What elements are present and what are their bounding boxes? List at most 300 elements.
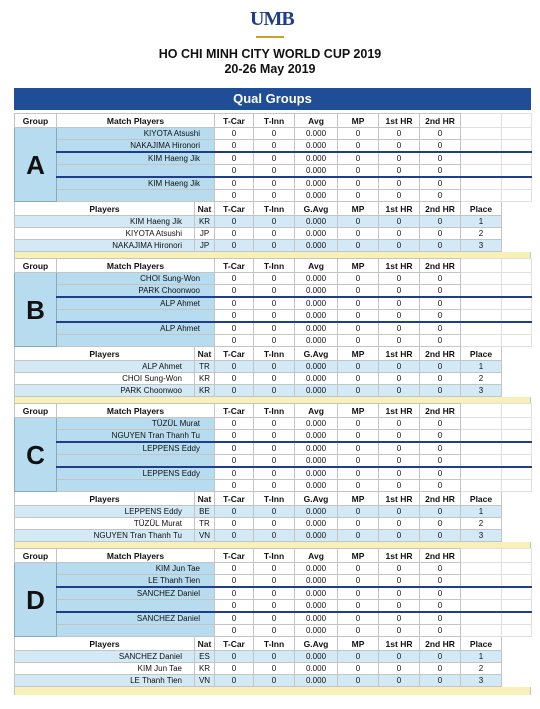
col-header-tcar: T-Car <box>215 492 254 506</box>
tcar-value: 0 <box>215 310 254 323</box>
qual-groups-banner: Qual Groups <box>14 88 531 110</box>
match-player-name: NGUYEN Tran Thanh Tu <box>57 430 215 443</box>
tcar-value: 0 <box>215 165 254 178</box>
match-row <box>15 575 532 588</box>
match-player-name: NAKAJIMA Hironori <box>57 140 215 153</box>
mp-value: 0 <box>338 651 379 663</box>
standings-row <box>15 651 532 663</box>
match-player-name: KIM Jun Tae <box>57 563 215 575</box>
col-header-mp: MP <box>338 202 379 216</box>
blank-cell <box>502 297 532 310</box>
blank-cell <box>461 404 502 418</box>
1st-hr-value: 0 <box>379 455 420 468</box>
tinn-value: 0 <box>254 322 295 335</box>
1st-hr-value: 0 <box>379 467 420 480</box>
col-header-1st-hr: 1st HR <box>379 114 420 128</box>
nationality: KR <box>195 373 215 385</box>
event-dates: 20-26 May 2019 <box>224 62 316 76</box>
avg-value: 0.000 <box>295 152 338 165</box>
tinn-value: 0 <box>254 612 295 625</box>
tcar-value: 0 <box>215 651 254 663</box>
blank-cell <box>461 165 502 178</box>
blank-cell <box>461 259 502 273</box>
2nd-hr-value: 0 <box>420 612 461 625</box>
col-header-match-players: Match Players <box>57 549 215 563</box>
1st-hr-value: 0 <box>379 612 420 625</box>
col-header-1st-hr: 1st HR <box>379 549 420 563</box>
col-header-place: Place <box>461 202 502 216</box>
match-row <box>15 587 532 600</box>
mp-value: 0 <box>338 297 379 310</box>
col-header-avg: Avg <box>295 259 338 273</box>
1st-hr-value: 0 <box>379 285 420 298</box>
mp-value: 0 <box>338 442 379 455</box>
gavg-value: 0.000 <box>295 663 338 675</box>
logo-text: UMB <box>250 8 294 30</box>
2nd-hr-value: 0 <box>420 165 461 178</box>
col-header-gavg: G.Avg <box>295 202 338 216</box>
blank-cell <box>502 404 532 418</box>
col-header-avg: Avg <box>295 549 338 563</box>
tcar-value: 0 <box>215 467 254 480</box>
tinn-value: 0 <box>254 152 295 165</box>
mp-value: 0 <box>338 165 379 178</box>
col-header-nat: Nat <box>195 492 215 506</box>
match-player-name <box>57 335 215 347</box>
avg-value: 0.000 <box>295 467 338 480</box>
mp-value: 0 <box>338 625 379 637</box>
tcar-value: 0 <box>215 442 254 455</box>
tcar-value: 0 <box>215 418 254 430</box>
blank-cell <box>502 140 532 153</box>
tcar-value: 0 <box>215 430 254 443</box>
nationality: TR <box>195 361 215 373</box>
1st-hr-value: 0 <box>379 361 420 373</box>
player-name: NAKAJIMA Hironori <box>15 240 195 252</box>
mp-value: 0 <box>338 216 379 228</box>
place-value: 2 <box>461 373 502 385</box>
tinn-value: 0 <box>254 373 295 385</box>
blank-cell <box>461 190 502 202</box>
mp-value: 0 <box>338 240 379 252</box>
match-player-name: KIYOTA Atsushi <box>57 128 215 140</box>
blank-cell <box>502 285 532 298</box>
nationality: KR <box>195 663 215 675</box>
col-header-tcar: T-Car <box>215 259 254 273</box>
nationality: TR <box>195 518 215 530</box>
col-header-players: Players <box>15 637 195 651</box>
avg-value: 0.000 <box>295 563 338 575</box>
blank-cell <box>502 128 532 140</box>
col-header-tcar: T-Car <box>215 404 254 418</box>
place-value: 2 <box>461 228 502 240</box>
gavg-value: 0.000 <box>295 361 338 373</box>
1st-hr-value: 0 <box>379 442 420 455</box>
col-header-gavg: G.Avg <box>295 347 338 361</box>
tcar-value: 0 <box>215 240 254 252</box>
2nd-hr-value: 0 <box>420 587 461 600</box>
nationality: KR <box>195 216 215 228</box>
tinn-value: 0 <box>254 651 295 663</box>
col-header-group: Group <box>15 114 57 128</box>
match-player-name <box>57 480 215 492</box>
tinn-value: 0 <box>254 625 295 637</box>
match-row <box>15 128 532 140</box>
col-header-1st-hr: 1st HR <box>379 637 420 651</box>
group-letter: A <box>15 128 57 202</box>
col-header-2nd-hr: 2nd HR <box>420 637 461 651</box>
col-header-place: Place <box>461 347 502 361</box>
col-header-tinn: T-Inn <box>254 637 295 651</box>
match-player-name: ALP Ahmet <box>57 297 215 310</box>
blank-cell <box>502 310 532 323</box>
event-title: HO CHI MINH CITY WORLD CUP 2019 <box>158 47 382 61</box>
col-header-2nd-hr: 2nd HR <box>420 114 461 128</box>
blank-cell <box>502 625 532 637</box>
avg-value: 0.000 <box>295 587 338 600</box>
avg-value: 0.000 <box>295 418 338 430</box>
tinn-value: 0 <box>254 442 295 455</box>
match-player-name <box>57 310 215 323</box>
2nd-hr-value: 0 <box>420 442 461 455</box>
tcar-value: 0 <box>215 455 254 468</box>
match-player-name: PARK Choonwoo <box>57 285 215 298</box>
match-header-row <box>15 404 532 418</box>
tinn-value: 0 <box>254 128 295 140</box>
blank-cell <box>502 480 532 492</box>
2nd-hr-value: 0 <box>420 177 461 190</box>
match-row <box>15 273 532 285</box>
1st-hr-value: 0 <box>379 152 420 165</box>
blank-cell <box>461 177 502 190</box>
match-header-row <box>15 114 532 128</box>
col-header-mp: MP <box>338 549 379 563</box>
tinn-value: 0 <box>254 467 295 480</box>
2nd-hr-value: 0 <box>420 240 461 252</box>
avg-value: 0.000 <box>295 625 338 637</box>
col-header-mp: MP <box>338 259 379 273</box>
col-header-2nd-hr: 2nd HR <box>420 549 461 563</box>
blank-cell <box>502 273 532 285</box>
player-name: PARK Choonwoo <box>15 385 195 397</box>
1st-hr-value: 0 <box>379 177 420 190</box>
tcar-value: 0 <box>215 625 254 637</box>
umb-logo <box>250 8 294 40</box>
1st-hr-value: 0 <box>379 530 420 542</box>
logo-underline <box>256 36 284 38</box>
blank-cell <box>461 335 502 347</box>
2nd-hr-value: 0 <box>420 600 461 613</box>
blank-cell <box>461 587 502 600</box>
mp-value: 0 <box>338 128 379 140</box>
avg-value: 0.000 <box>295 430 338 443</box>
tcar-value: 0 <box>215 385 254 397</box>
place-value: 3 <box>461 675 502 687</box>
standings-header-row <box>15 202 532 216</box>
match-player-name: TÜZÜL Murat <box>57 418 215 430</box>
1st-hr-value: 0 <box>379 140 420 153</box>
avg-value: 0.000 <box>295 575 338 588</box>
blank-cell <box>461 467 502 480</box>
2nd-hr-value: 0 <box>420 297 461 310</box>
tinn-value: 0 <box>254 190 295 202</box>
col-header-place: Place <box>461 492 502 506</box>
group-footer-band <box>14 687 531 695</box>
tcar-value: 0 <box>215 612 254 625</box>
tcar-value: 0 <box>215 128 254 140</box>
place-value: 3 <box>461 385 502 397</box>
group-d-section <box>14 548 531 695</box>
match-player-name: LEPPENS Eddy <box>57 467 215 480</box>
match-player-name <box>57 190 215 202</box>
blank-cell <box>502 418 532 430</box>
tcar-value: 0 <box>215 506 254 518</box>
group-c-section <box>14 403 531 550</box>
standings-header-row <box>15 637 532 651</box>
tinn-value: 0 <box>254 165 295 178</box>
match-row <box>15 190 532 202</box>
blank-cell <box>461 480 502 492</box>
blank-cell <box>502 612 532 625</box>
col-header-1st-hr: 1st HR <box>379 492 420 506</box>
col-header-2nd-hr: 2nd HR <box>420 202 461 216</box>
blank-cell <box>461 600 502 613</box>
1st-hr-value: 0 <box>379 297 420 310</box>
mp-value: 0 <box>338 310 379 323</box>
col-header-group: Group <box>15 549 57 563</box>
col-header-tcar: T-Car <box>215 637 254 651</box>
match-row <box>15 455 532 468</box>
gavg-value: 0.000 <box>295 240 338 252</box>
col-header-place: Place <box>461 637 502 651</box>
blank-cell <box>461 418 502 430</box>
blank-cell <box>502 575 532 588</box>
avg-value: 0.000 <box>295 140 338 153</box>
mp-value: 0 <box>338 563 379 575</box>
2nd-hr-value: 0 <box>420 467 461 480</box>
place-value: 1 <box>461 216 502 228</box>
2nd-hr-value: 0 <box>420 128 461 140</box>
1st-hr-value: 0 <box>379 418 420 430</box>
1st-hr-value: 0 <box>379 322 420 335</box>
2nd-hr-value: 0 <box>420 335 461 347</box>
col-header-tinn: T-Inn <box>254 347 295 361</box>
match-row <box>15 310 532 323</box>
match-player-name: LEPPENS Eddy <box>57 442 215 455</box>
nationality: VN <box>195 530 215 542</box>
gavg-value: 0.000 <box>295 518 338 530</box>
match-player-name: KIM Haeng Jik <box>57 152 215 165</box>
blank-cell <box>502 563 532 575</box>
1st-hr-value: 0 <box>379 675 420 687</box>
1st-hr-value: 0 <box>379 273 420 285</box>
mp-value: 0 <box>338 322 379 335</box>
1st-hr-value: 0 <box>379 373 420 385</box>
group-a-section <box>14 113 531 260</box>
tinn-value: 0 <box>254 285 295 298</box>
player-name: KIM Jun Tae <box>15 663 195 675</box>
group-letter: D <box>15 563 57 637</box>
tcar-value: 0 <box>215 587 254 600</box>
match-row <box>15 480 532 492</box>
2nd-hr-value: 0 <box>420 625 461 637</box>
blank-cell <box>502 549 532 563</box>
mp-value: 0 <box>338 335 379 347</box>
gavg-value: 0.000 <box>295 373 338 385</box>
nationality: VN <box>195 675 215 687</box>
player-name: CHOI Sung-Won <box>15 373 195 385</box>
mp-value: 0 <box>338 587 379 600</box>
player-name: LEPPENS Eddy <box>15 506 195 518</box>
standings-row <box>15 530 532 542</box>
gavg-value: 0.000 <box>295 675 338 687</box>
blank-cell <box>502 467 532 480</box>
col-header-players: Players <box>15 202 195 216</box>
tinn-value: 0 <box>254 480 295 492</box>
avg-value: 0.000 <box>295 285 338 298</box>
mp-value: 0 <box>338 285 379 298</box>
mp-value: 0 <box>338 190 379 202</box>
match-row <box>15 612 532 625</box>
col-header-group: Group <box>15 404 57 418</box>
blank-cell <box>502 442 532 455</box>
col-header-1st-hr: 1st HR <box>379 259 420 273</box>
tinn-value: 0 <box>254 177 295 190</box>
2nd-hr-value: 0 <box>420 675 461 687</box>
match-row <box>15 285 532 298</box>
match-row <box>15 297 532 310</box>
blank-cell <box>461 625 502 637</box>
mp-value: 0 <box>338 467 379 480</box>
col-header-avg: Avg <box>295 114 338 128</box>
mp-value: 0 <box>338 140 379 153</box>
match-player-name: KIM Haeng Jik <box>57 177 215 190</box>
tcar-value: 0 <box>215 216 254 228</box>
avg-value: 0.000 <box>295 612 338 625</box>
col-header-match-players: Match Players <box>57 114 215 128</box>
tinn-value: 0 <box>254 587 295 600</box>
blank-cell <box>461 310 502 323</box>
1st-hr-value: 0 <box>379 651 420 663</box>
tinn-value: 0 <box>254 455 295 468</box>
mp-value: 0 <box>338 361 379 373</box>
1st-hr-value: 0 <box>379 575 420 588</box>
match-row <box>15 430 532 443</box>
tcar-value: 0 <box>215 335 254 347</box>
tinn-value: 0 <box>254 430 295 443</box>
1st-hr-value: 0 <box>379 430 420 443</box>
standings-row <box>15 663 532 675</box>
match-player-name: SANCHEZ Daniel <box>57 612 215 625</box>
blank-cell <box>502 114 532 128</box>
tinn-value: 0 <box>254 240 295 252</box>
blank-cell <box>502 600 532 613</box>
group-letter: C <box>15 418 57 492</box>
match-player-name <box>57 165 215 178</box>
tcar-value: 0 <box>215 600 254 613</box>
2nd-hr-value: 0 <box>420 373 461 385</box>
mp-value: 0 <box>338 663 379 675</box>
2nd-hr-value: 0 <box>420 418 461 430</box>
blank-cell <box>461 140 502 153</box>
blank-cell <box>502 177 532 190</box>
tinn-value: 0 <box>254 310 295 323</box>
tcar-value: 0 <box>215 575 254 588</box>
nationality: BE <box>195 506 215 518</box>
tinn-value: 0 <box>254 506 295 518</box>
tinn-value: 0 <box>254 216 295 228</box>
mp-value: 0 <box>338 600 379 613</box>
col-header-avg: Avg <box>295 404 338 418</box>
mp-value: 0 <box>338 612 379 625</box>
place-value: 1 <box>461 361 502 373</box>
mp-value: 0 <box>338 518 379 530</box>
blank-cell <box>502 259 532 273</box>
tinn-value: 0 <box>254 600 295 613</box>
tcar-value: 0 <box>215 361 254 373</box>
2nd-hr-value: 0 <box>420 273 461 285</box>
col-header-tcar: T-Car <box>215 347 254 361</box>
col-header-1st-hr: 1st HR <box>379 347 420 361</box>
match-row <box>15 563 532 575</box>
tinn-value: 0 <box>254 140 295 153</box>
col-header-match-players: Match Players <box>57 404 215 418</box>
match-row <box>15 625 532 637</box>
avg-value: 0.000 <box>295 455 338 468</box>
match-row <box>15 442 532 455</box>
col-header-tcar: T-Car <box>215 114 254 128</box>
1st-hr-value: 0 <box>379 518 420 530</box>
match-row <box>15 165 532 178</box>
tcar-value: 0 <box>215 273 254 285</box>
avg-value: 0.000 <box>295 297 338 310</box>
col-header-nat: Nat <box>195 347 215 361</box>
standings-header-row <box>15 347 532 361</box>
place-value: 3 <box>461 240 502 252</box>
blank-cell <box>502 165 532 178</box>
tinn-value: 0 <box>254 530 295 542</box>
match-player-name: ALP Ahmet <box>57 322 215 335</box>
blank-cell <box>461 273 502 285</box>
mp-value: 0 <box>338 675 379 687</box>
mp-value: 0 <box>338 385 379 397</box>
2nd-hr-value: 0 <box>420 216 461 228</box>
match-player-name <box>57 455 215 468</box>
gavg-value: 0.000 <box>295 385 338 397</box>
match-player-name <box>57 625 215 637</box>
col-header-tinn: T-Inn <box>254 492 295 506</box>
col-header-players: Players <box>15 492 195 506</box>
avg-value: 0.000 <box>295 165 338 178</box>
1st-hr-value: 0 <box>379 310 420 323</box>
tcar-value: 0 <box>215 663 254 675</box>
mp-value: 0 <box>338 273 379 285</box>
mp-value: 0 <box>338 152 379 165</box>
col-header-group: Group <box>15 259 57 273</box>
tcar-value: 0 <box>215 322 254 335</box>
match-player-name: SANCHEZ Daniel <box>57 587 215 600</box>
tinn-value: 0 <box>254 563 295 575</box>
1st-hr-value: 0 <box>379 165 420 178</box>
match-row <box>15 152 532 165</box>
group-b-section <box>14 258 531 405</box>
col-header-2nd-hr: 2nd HR <box>420 347 461 361</box>
col-header-match-players: Match Players <box>57 259 215 273</box>
group-table <box>14 403 532 542</box>
col-header-tinn: T-Inn <box>254 259 295 273</box>
match-row <box>15 322 532 335</box>
1st-hr-value: 0 <box>379 480 420 492</box>
